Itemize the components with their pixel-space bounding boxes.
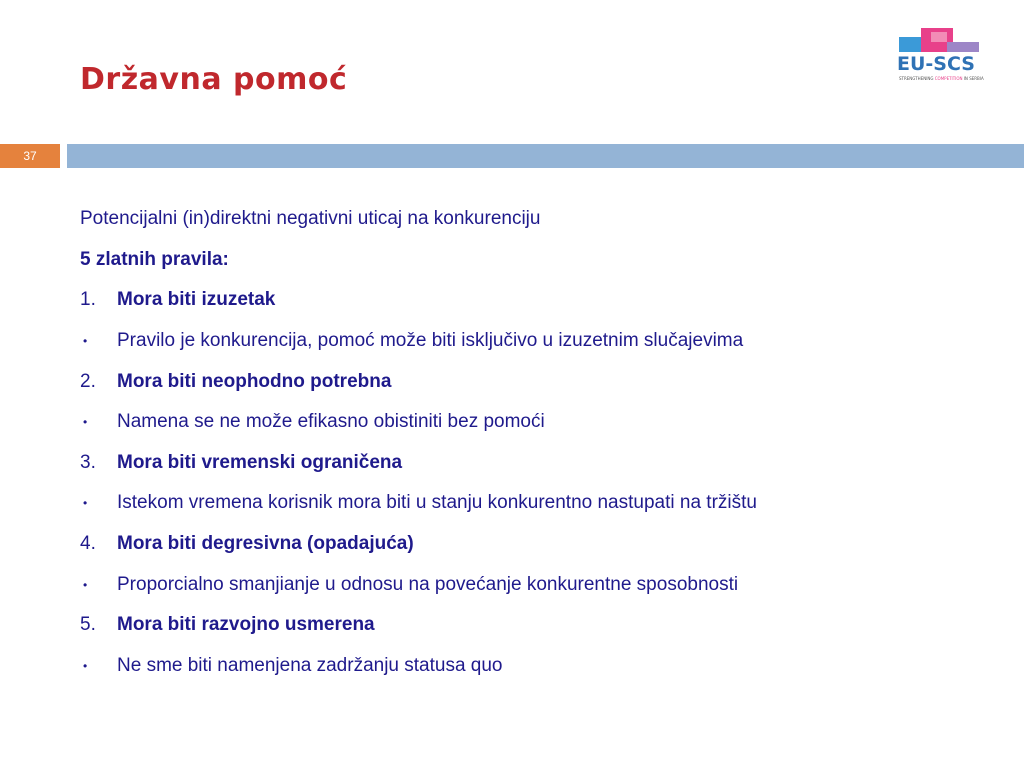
rule-title: Mora biti razvojno usmerena bbox=[117, 614, 375, 636]
logo-tagline bbox=[899, 76, 984, 81]
logo-tagline-highlight: COMPETITION bbox=[934, 76, 963, 81]
intro-text: Potencijalni (in)direktni negativni uticaj na konkurenciju bbox=[80, 208, 541, 230]
rule-number: 2. bbox=[80, 370, 96, 392]
rule-detail: Proporcialno smanjianje u odnosu na povećanje konkurentne sposobnosti bbox=[117, 573, 739, 595]
rule-5-detail bbox=[80, 646, 980, 687]
logo-block-purple bbox=[947, 42, 979, 52]
header-bar bbox=[67, 144, 1024, 168]
slide-title: Državna pomoć bbox=[80, 62, 348, 97]
slide-content bbox=[80, 199, 980, 686]
eu-scs-logo bbox=[897, 28, 985, 84]
rule-detail: Namena se ne može efikasno obistiniti bez pomoći bbox=[117, 411, 545, 433]
rule-4 bbox=[80, 524, 980, 565]
rule-title: Mora biti vremenski ograničena bbox=[117, 451, 403, 473]
rule-number: 4. bbox=[80, 533, 96, 555]
bullet-icon: • bbox=[83, 658, 88, 673]
rule-detail: Istekom vremena korisnik mora biti u stanju konkurentno nastupati na tržištu bbox=[117, 492, 757, 514]
logo-tagline-start: STRENGTHENING bbox=[899, 76, 935, 81]
bullet-icon: • bbox=[83, 496, 88, 511]
logo-tagline-end: IN SERBIA bbox=[962, 76, 984, 81]
rule-3-detail bbox=[80, 483, 980, 524]
logo-text: EU-SCS bbox=[897, 53, 975, 75]
slide-number: 37 bbox=[0, 144, 60, 168]
rule-number: 5. bbox=[80, 614, 96, 636]
rule-detail: Pravilo je konkurencija, pomoć može biti isključivo u izuzetnim slučajevima bbox=[117, 330, 744, 352]
bullet-icon: • bbox=[83, 334, 88, 349]
rules-heading: 5 zlatnih pravila: bbox=[80, 248, 229, 270]
rule-4-detail bbox=[80, 564, 980, 605]
rule-2-detail bbox=[80, 402, 980, 443]
rule-3 bbox=[80, 443, 980, 484]
rule-number: 1. bbox=[80, 289, 96, 311]
bullet-icon: • bbox=[83, 415, 88, 430]
rule-5 bbox=[80, 605, 980, 646]
logo-block-lightpink bbox=[931, 32, 947, 42]
rule-number: 3. bbox=[80, 451, 96, 473]
rule-1 bbox=[80, 280, 980, 321]
bullet-icon: • bbox=[83, 577, 88, 592]
rule-title: Mora biti neophodno potrebna bbox=[117, 370, 392, 392]
rule-detail: Ne sme biti namenjena zadržanju statusa quo bbox=[117, 654, 503, 676]
rule-title: Mora biti izuzetak bbox=[117, 289, 276, 311]
rule-1-detail bbox=[80, 321, 980, 362]
rule-title: Mora biti degresivna (opadajuća) bbox=[117, 533, 414, 555]
rule-2 bbox=[80, 361, 980, 402]
